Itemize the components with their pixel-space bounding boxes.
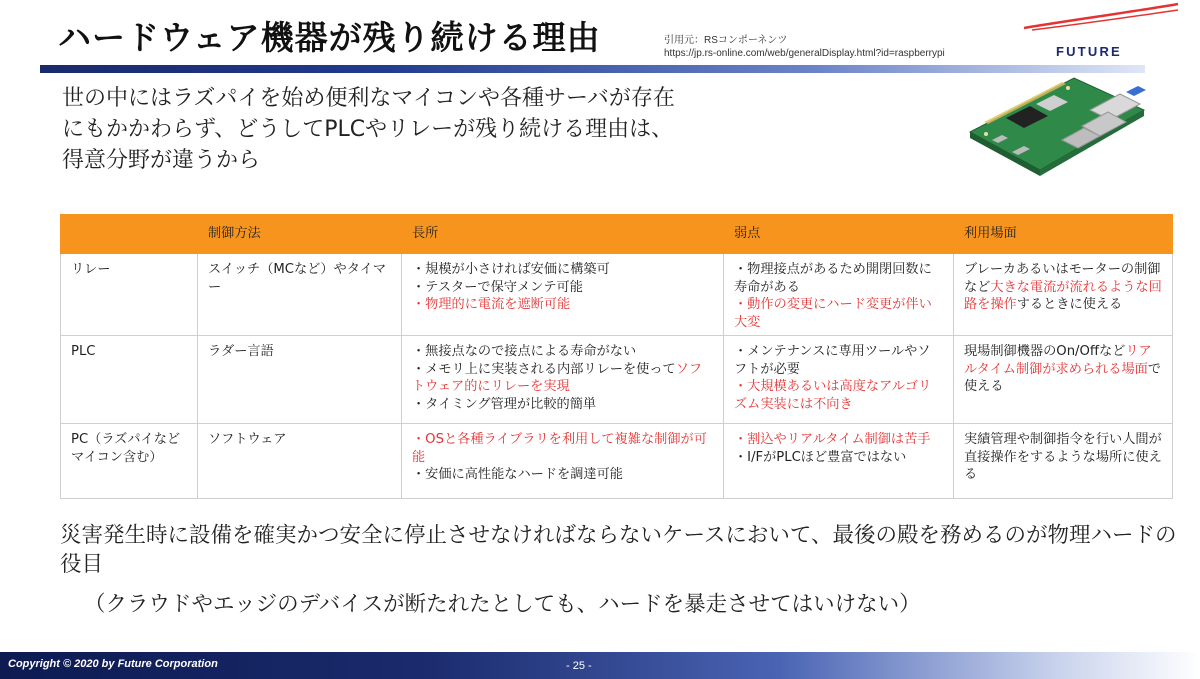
pros-item: ・タイミング管理が比較的簡単: [412, 396, 597, 412]
cell-pros: [402, 254, 724, 336]
copyright-text: Copyright © 2020 by Future Corporation: [8, 658, 218, 670]
use-text: ブレーカあるいはモーターの制御など: [964, 262, 1161, 295]
cell-method: ソフトウェア: [198, 424, 402, 499]
header-cell-pros: 長所: [402, 215, 724, 254]
slide-title: ハードウェア機器が残り続ける理由: [58, 18, 601, 57]
use-text: するときに使える: [1016, 297, 1123, 312]
cons-item-highlight: ・動作の変更にハード変更が伴い大変: [734, 297, 932, 330]
future-logo: FUTURE: [1056, 44, 1122, 59]
intro-text: [62, 83, 822, 176]
header-cell-use: 利用場面: [954, 215, 1173, 254]
cell-use: [954, 336, 1173, 424]
cell-method: スイッチ（MCなど）やタイマー: [198, 254, 402, 336]
cell-method: ラダー言語: [198, 336, 402, 424]
cell-use: [954, 424, 1173, 499]
cell-use: [954, 254, 1173, 336]
future-logo-swoosh: [1022, 2, 1182, 32]
header-cell-method: 制御方法: [198, 215, 402, 254]
conclusion-text: 災害発生時に設備を確実かつ安全に停止させなければならないケースにおいて、最後の殿を務めるのが物理ハードの役目: [60, 523, 1177, 577]
table-header-row: [61, 215, 1173, 254]
source-citation: [664, 34, 945, 60]
intro-line: にもかかわらず、どうしてPLCやリレーが残り続ける理由は、: [62, 117, 674, 142]
footer-bar: [0, 652, 1200, 679]
cell-cons: [724, 424, 954, 499]
use-text-highlight: リアルタイム制御が求められる場面: [964, 344, 1152, 377]
cell-cons: [724, 254, 954, 336]
pros-item: ・規模が小さければ安価に構築可: [412, 262, 610, 277]
cell-device-name: PC（ラズパイなどマイコン含む）: [61, 424, 198, 499]
cons-item-highlight: ・大規模あるいは高度なアルゴリズム実装には不向き: [734, 379, 932, 412]
pros-item: [412, 361, 713, 396]
raspberry-pi-board-image: [962, 70, 1152, 180]
header-cell-cons: 弱点: [724, 215, 954, 254]
use-text: 現場制御機器のOn/Offなど: [964, 344, 1126, 359]
table-row-pc: [61, 424, 1173, 499]
comparison-table: [60, 214, 1173, 499]
cons-item: ・物理接点があるため開閉回数に寿命がある: [734, 262, 932, 295]
cell-cons: [724, 336, 954, 424]
cell-device-name: リレー: [61, 254, 198, 336]
parenthetical-note: （クラウドやエッジのデバイスが断たれたとしても、ハードを暴走させてはいけない）: [84, 592, 921, 617]
cell-pros: [402, 424, 724, 499]
cons-item: ・I/FがPLCほど豊富ではない: [734, 449, 907, 465]
source-url: https://jp.rs-online.com/web/generalDisplay.html?id=raspberrypi: [664, 48, 945, 59]
source-label: 引用元：RSコンポーネンツ: [664, 35, 788, 46]
table-row-plc: [61, 336, 1173, 424]
pros-item-highlight: ・物理的に電流を遮断可能: [412, 297, 571, 312]
pros-item-highlight: ・OSと各種ライブラリを利用して複雑な制御が可能: [412, 432, 707, 465]
use-text-highlight: 大きな電流が流れるような回路を操作: [964, 279, 1162, 312]
header-cell-empty: [61, 215, 198, 254]
pros-text: ・メモリ上に実装される内部リレーを使って: [412, 361, 676, 377]
cell-pros: [402, 336, 724, 424]
pros-item: ・安価に高性能なハードを調達可能: [412, 467, 623, 482]
page-number: - 25 -: [566, 660, 592, 672]
pros-item: ・テスターで保守メンテ可能: [412, 279, 583, 295]
intro-line: 得意分野が違うから: [62, 148, 261, 173]
pros-text-highlight: ソフトウェア的にリレーを実現: [412, 361, 703, 394]
table-row-relay: [61, 254, 1173, 336]
pros-item: ・無接点なので接点による寿命がない: [412, 344, 637, 359]
cell-device-name: PLC: [61, 336, 198, 424]
use-text: 実績管理や制御指令を行い人間が直接操作をするような場所に使える: [964, 432, 1162, 482]
intro-line: 世の中にはラズパイを始め便利なマイコンや各種サーバが存在: [62, 86, 675, 111]
cons-item-highlight: ・割込やリアルタイム制御は苦手: [734, 432, 931, 447]
use-text: で使える: [964, 361, 1162, 394]
cons-item: ・メンテナンスに専用ツールやソフトが必要: [734, 344, 931, 377]
